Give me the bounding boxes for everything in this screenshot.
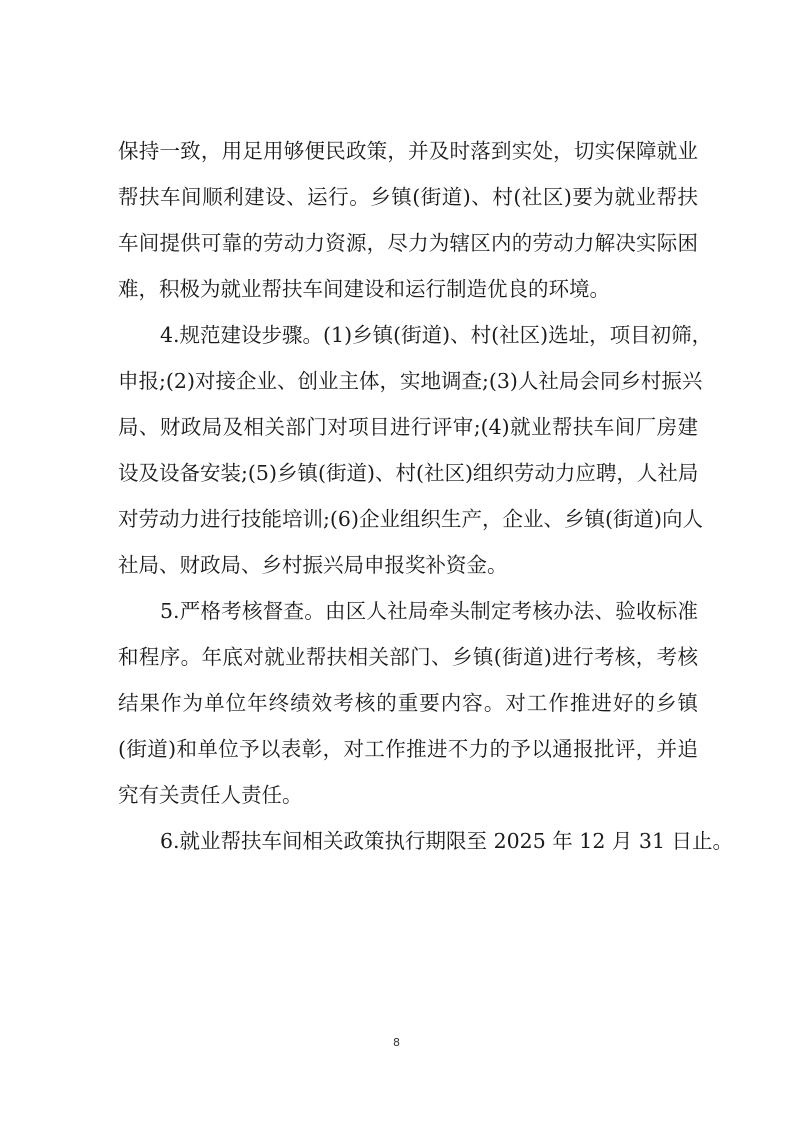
page-number: 8 [393, 1036, 400, 1049]
text-line: 结果作为单位年终绩效考核的重要内容。对工作推进好的乡镇 [118, 691, 698, 715]
text-line: (街道)和单位予以表彰，对工作推进不力的予以通报批评，并追 [118, 737, 698, 761]
text-line: 局、财政局及相关部门对项目进行评审;(4)就业帮扶车间厂房建 [118, 415, 698, 439]
text-line: 究有关责任人责任。 [118, 783, 303, 807]
text-line: 申报;(2)对接企业、创业主体，实地调查;(3)人社局会同乡村振兴 [118, 369, 703, 393]
text-line: 6.就业帮扶车间相关政策执行期限至 2025 年 12 月 31 日止。 [160, 829, 733, 853]
text-line: 4.规范建设步骤。(1)乡镇(街道)、村(社区)选址，项目初筛， [160, 323, 713, 347]
text-line: 和程序。年底对就业帮扶相关部门、乡镇(街道)进行考核，考核 [118, 645, 698, 669]
text-line: 帮扶车间顺利建设、运行。乡镇(街道)、村(社区)要为就业帮扶 [118, 185, 698, 209]
text-line: 难，积极为就业帮扶车间建设和运行制造优良的环境。 [118, 277, 610, 301]
text-line: 5.严格考核督查。由区人社局牵头制定考核办法、验收标准 [160, 599, 698, 623]
text-line: 对劳动力进行技能培训;(6)企业组织生产，企业、乡镇(街道)向人 [118, 507, 703, 531]
text-line: 保持一致，用足用够便民政策，并及时落到实处，切实保障就业 [118, 139, 698, 163]
text-line: 设及设备安装;(5)乡镇(街道)、村(社区)组织劳动力应聘，人社局 [118, 461, 699, 485]
text-line: 社局、财政局、乡村振兴局申报奖补资金。 [118, 553, 508, 577]
text-line: 车间提供可靠的劳动力资源，尽力为辖区内的劳动力解决实际困 [118, 231, 698, 255]
